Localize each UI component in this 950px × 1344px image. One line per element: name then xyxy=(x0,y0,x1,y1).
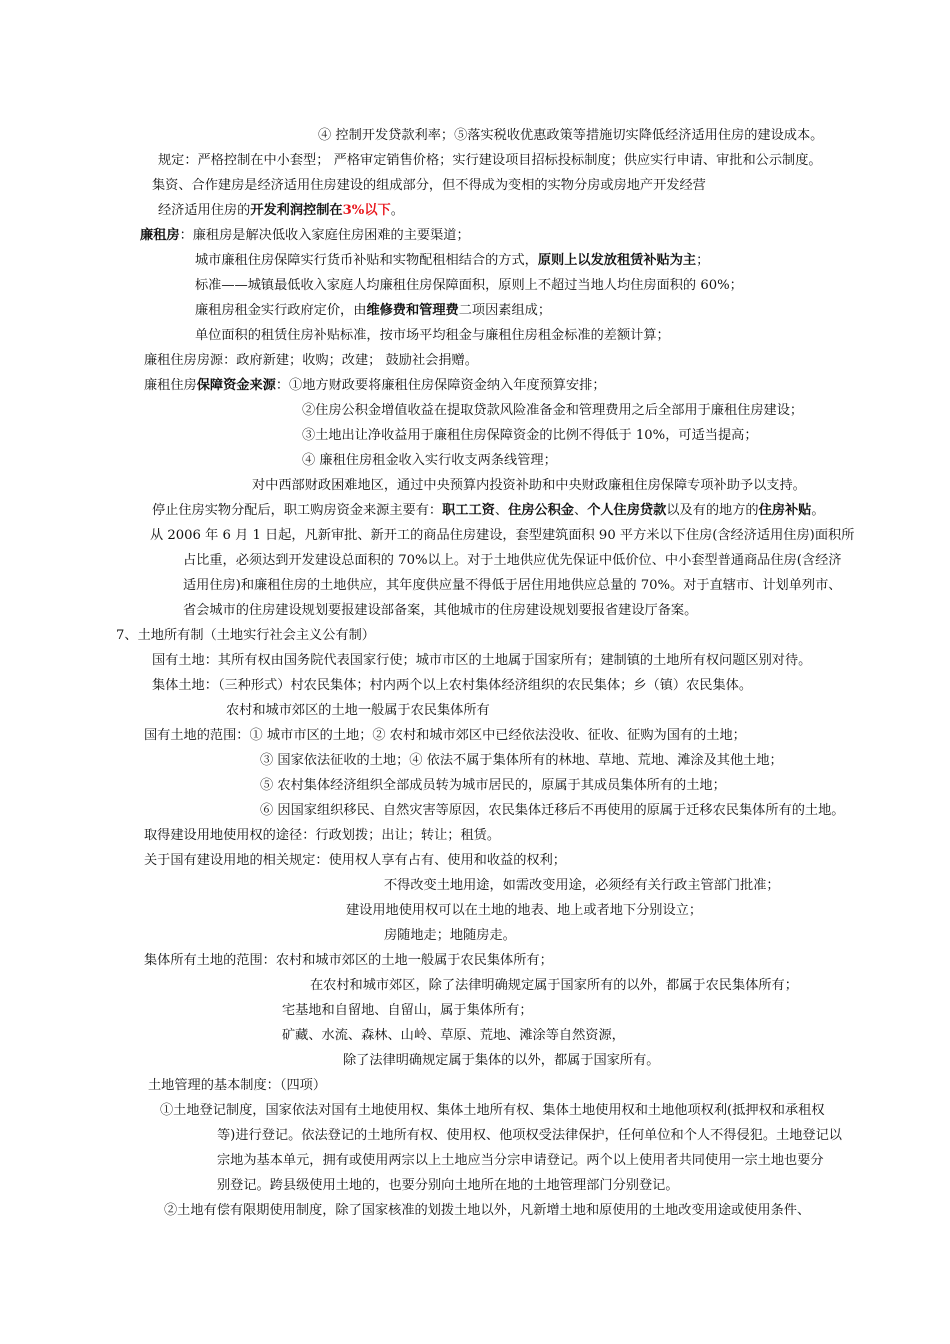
text-line: 农村和城市郊区的土地一般属于农民集体所有 xyxy=(226,703,490,718)
text-line: ④ 控制开发贷款利率；⑤落实税收优惠政策等措施切实降低经济适用住房的建设成本。 xyxy=(318,128,824,143)
text-line: 单位面积的租赁住房补贴标准，按市场平均租金与廉租住房租金标准的差额计算； xyxy=(195,328,670,343)
text-line: 国有土地的范围：① 城市市区的土地；② 农村和城市郊区中已经依法没收、征收、征购为国有的土地； xyxy=(144,728,746,743)
text-line: 房随地走；地随房走。 xyxy=(384,928,516,943)
text-line: 标准——城镇最低收入家庭人均廉租住房保障面积，原则上不超过当地人均住房面积的 60%； xyxy=(195,278,743,293)
text-line: 规定：严格控制在中小套型； 严格审定销售价格；实行建设项目招标投标制度；供应实行申请、审批和公示制度。 xyxy=(158,153,822,168)
text-line: 关于国有建设用地的相关规定：使用权人享有占有、使用和收益的权利； xyxy=(144,853,566,868)
text-line: 集体土地：（三种形式）村农民集体；村内两个以上农村集体经济组织的农民集体；乡（镇）农民集体。 xyxy=(152,678,753,693)
text-line: ③土地出让净收益用于廉租住房保障资金的比例不得低于 10%，可适当提高； xyxy=(302,428,758,443)
text-line: 从 2006 年 6 月 1 日起，凡新审批、新开工的商品住房建设，套型建筑面积 90 平方米以下住房(含经济适用住房)面积所 xyxy=(150,528,855,543)
text-line: 适用住房)和廉租住房的土地供应，其年度供应量不得低于居住用地供应总量的 70%。对于直辖市、计划单列市、 xyxy=(183,578,842,593)
text-line: 土地管理的基本制度：（四项） xyxy=(148,1078,327,1093)
text-line: 廉租房租金实行政府定价，由维修费和管理费二项因素组成； xyxy=(195,303,552,318)
text-line: 别登记。跨县级使用土地的，也要分别向土地所在地的土地管理部门分别登记。 xyxy=(217,1178,679,1193)
text-line: 经济适用住房的开发利润控制在3%以下。 xyxy=(158,203,404,218)
text-line: 除了法律明确规定属于集体的以外，都属于国家所有。 xyxy=(343,1053,660,1068)
section-heading: 7、土地所有制（土地实行社会主义公有制） xyxy=(116,628,375,643)
text-line: 宅基地和自留地、自留山，属于集体所有； xyxy=(282,1003,533,1018)
text-line: 省会城市的住房建设规划要报建设部备案，其他城市的住房建设规划要报省建设厅备案。 xyxy=(183,603,698,618)
text-line: 廉租房：廉租房是解决低收入家庭住房困难的主要渠道； xyxy=(140,228,470,243)
text-line: 集体所有土地的范围：农村和城市郊区的土地一般属于农民集体所有； xyxy=(144,953,553,968)
text-line: 廉租住房房源：政府新建；收购；改建； 鼓励社会捐赠。 xyxy=(144,353,478,368)
text-line: 对中西部财政困难地区，通过中央预算内投资补助和中央财政廉租住房保障专项补助予以支持。 xyxy=(252,478,806,493)
text-line: 矿藏、水流、森林、山岭、草原、荒地、滩涂等自然资源， xyxy=(282,1028,625,1043)
text-line: ②住房公积金增值收益在提取贷款风险准备金和管理费用之后全部用于廉租住房建设； xyxy=(302,403,804,418)
text-line: ③ 国家依法征收的土地；④ 依法不属于集体所有的林地、草地、荒地、滩涂及其他土地； xyxy=(260,753,783,768)
text-line: 在农村和城市郊区，除了法律明确规定属于国家所有的以外，都属于农民集体所有； xyxy=(310,978,798,993)
text-line: 占比重，必须达到开发建设总面积的 70%以上。对于土地供应优先保证中低价位、中小套型普通商品住房(含经济 xyxy=(183,553,842,568)
text-line: 等)进行登记。依法登记的土地所有权、使用权、他项权受法律保护，任何单位和个人不得侵犯。土地登记以 xyxy=(217,1128,842,1143)
text-line: 集资、合作建房是经济适用住房建设的组成部分，但不得成为变相的实物分房或房地产开发经营 xyxy=(152,178,706,193)
text-line: ①土地登记制度，国家依法对国有土地使用权、集体土地所有权、集体土地使用权和土地他项权利(抵押权和承租权 xyxy=(160,1103,825,1118)
text-line: 廉租住房保障资金来源：①地方财政要将廉租住房保障资金纳入年度预算安排； xyxy=(144,378,606,393)
text-line: 国有土地：其所有权由国务院代表国家行使；城市市区的土地属于国家所有；建制镇的土地所有权问题区别对待。 xyxy=(152,653,812,668)
text-line: ②土地有偿有限期使用制度，除了国家核准的划拨土地以外，凡新增土地和原使用的土地改变用途或使用条件、 xyxy=(164,1203,811,1218)
text-line: ⑤ 农村集体经济组织全部成员转为城市居民的，原属于其成员集体所有的土地； xyxy=(260,778,726,793)
text-line: 城市廉租住房保障实行货币补贴和实物配租相结合的方式，原则上以发放租赁补贴为主； xyxy=(195,253,710,268)
text-line: 取得建设用地使用权的途径：行政划拨；出让；转让；租赁。 xyxy=(144,828,501,843)
text-line: ④ 廉租住房租金收入实行收支两条线管理； xyxy=(302,453,557,468)
text-line: 不得改变土地用途，如需改变用途，必须经有关行政主管部门批准； xyxy=(384,878,780,893)
text-line: 建设用地使用权可以在土地的地表、地上或者地下分别设立； xyxy=(346,903,703,918)
text-line: 停止住房实物分配后，职工购房资金来源主要有：职工工资、住房公积金、个人住房贷款以及有的地方的住房补贴。 xyxy=(152,503,825,518)
text-line: 宗地为基本单元，拥有或使用两宗以上土地应当分宗申请登记。两个以上使用者共同使用一宗土地也要分 xyxy=(217,1153,824,1168)
text-line: ⑥ 因国家组织移民、自然灾害等原因，农民集体迁移后不再使用的原属于迁移农民集体所有的土地。 xyxy=(260,803,845,818)
